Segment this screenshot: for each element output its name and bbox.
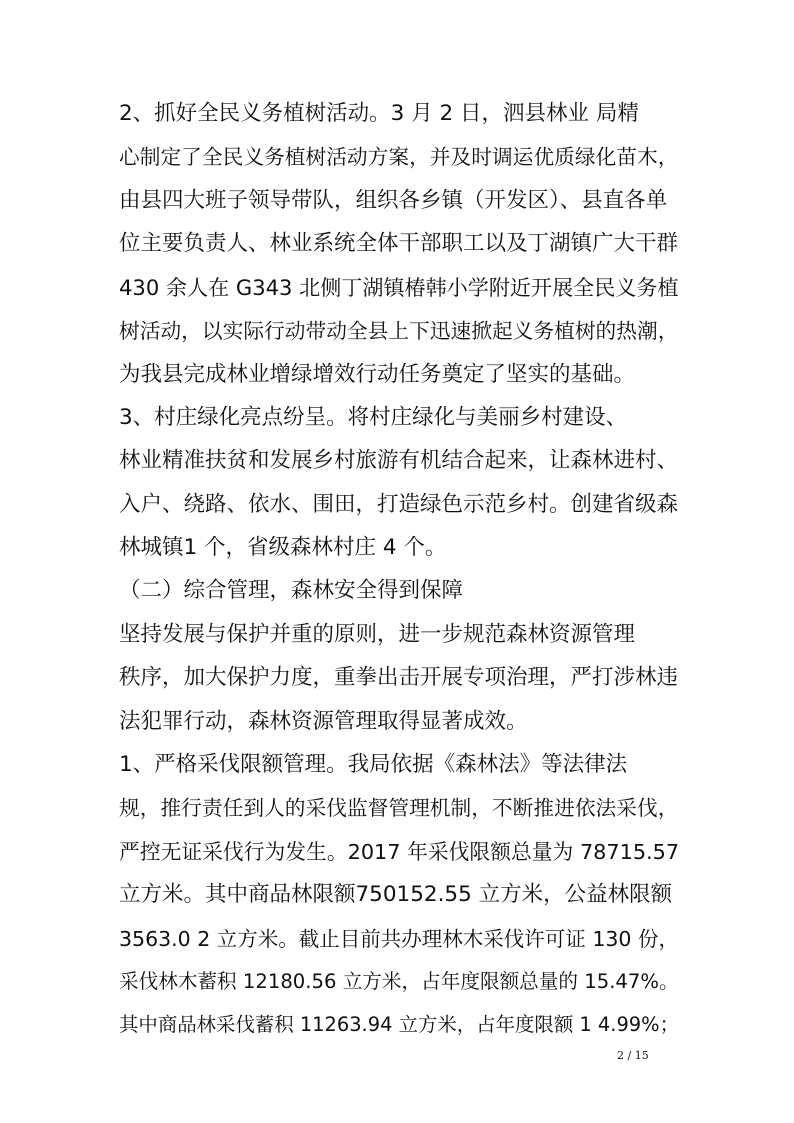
body-text-line: 树活动，以实际行动带动全县上下迅速掀起义务植树的热潮，: [119, 319, 679, 343]
body-text-line: 坚持发展与保护并重的原则，进一步规范森林资源管理: [119, 622, 636, 647]
body-text-line: 林业精准扶贫和发展乡村旅游有机结合起来，让森林进村、: [119, 448, 679, 473]
body-text-line: 由县四大班子领导带队，组织各乡镇（开发区）、县直各单: [119, 188, 668, 213]
body-text-line: 3、村庄绿化亮点纷呈。将村庄绿化与美丽乡村建设、: [119, 405, 628, 430]
body-text-line: 为我县完成林业增绿增效行动任务奠定了坚实的基础。: [119, 362, 636, 387]
body-text-line: 其中商品林采伐蓄积 11263.94 立方米，占年度限额 1 4.99%；: [119, 1013, 679, 1036]
body-text-line: 林城镇1 个，省级森林村庄 4 个。: [119, 535, 447, 560]
page-number: 2 / 15: [617, 1049, 649, 1062]
body-text-line: 入户、绕路、依水、围田，打造绿色示范乡村。创建省级森: [119, 492, 679, 517]
body-text-line: 规，推行责任到人的采伐监督管理机制，不断推进依法采伐，: [119, 796, 679, 820]
section-heading: （二）综合管理，森林安全得到保障: [119, 578, 464, 603]
body-text-line: 1、严格采伐限额管理。我局依据《森林法》等法律法: [119, 752, 628, 777]
body-text-line: 秩序，加大保护力度，重拳出击开展专项治理，严打涉林违: [119, 665, 679, 690]
body-text-line: 位主要负责人、林业系统全体干部职工以及丁湖镇广大干群: [119, 231, 679, 256]
body-text-line: 法犯罪行动，森林资源管理取得显著成效。: [119, 709, 528, 734]
body-text-line: 430 余人在 G343 北侧丁湖镇椿韩小学附近开展全民义务植: [119, 275, 679, 300]
body-text-line: 心制定了全民义务植树活动方案，并及时调运优质绿化苗木，: [119, 145, 679, 169]
body-text-line: 严控无证采伐行为发生。2017 年采伐限额总量为 78715.57: [119, 840, 679, 864]
body-text-line: 2、抓好全民义务植树活动。3 月 2 日，泗县林业 局精: [119, 101, 639, 126]
body-text-line: 立方米。其中商品林限额750152.55 立方米，公益林限额: [119, 882, 673, 907]
body-text-line: 采伐林木蓄积 12180.56 立方米，占年度限额总量的 15.47%。: [119, 970, 679, 993]
body-text-line: 3563.0 2 立方米。截止目前共办理林木采伐许可证 130 份，: [119, 927, 679, 951]
